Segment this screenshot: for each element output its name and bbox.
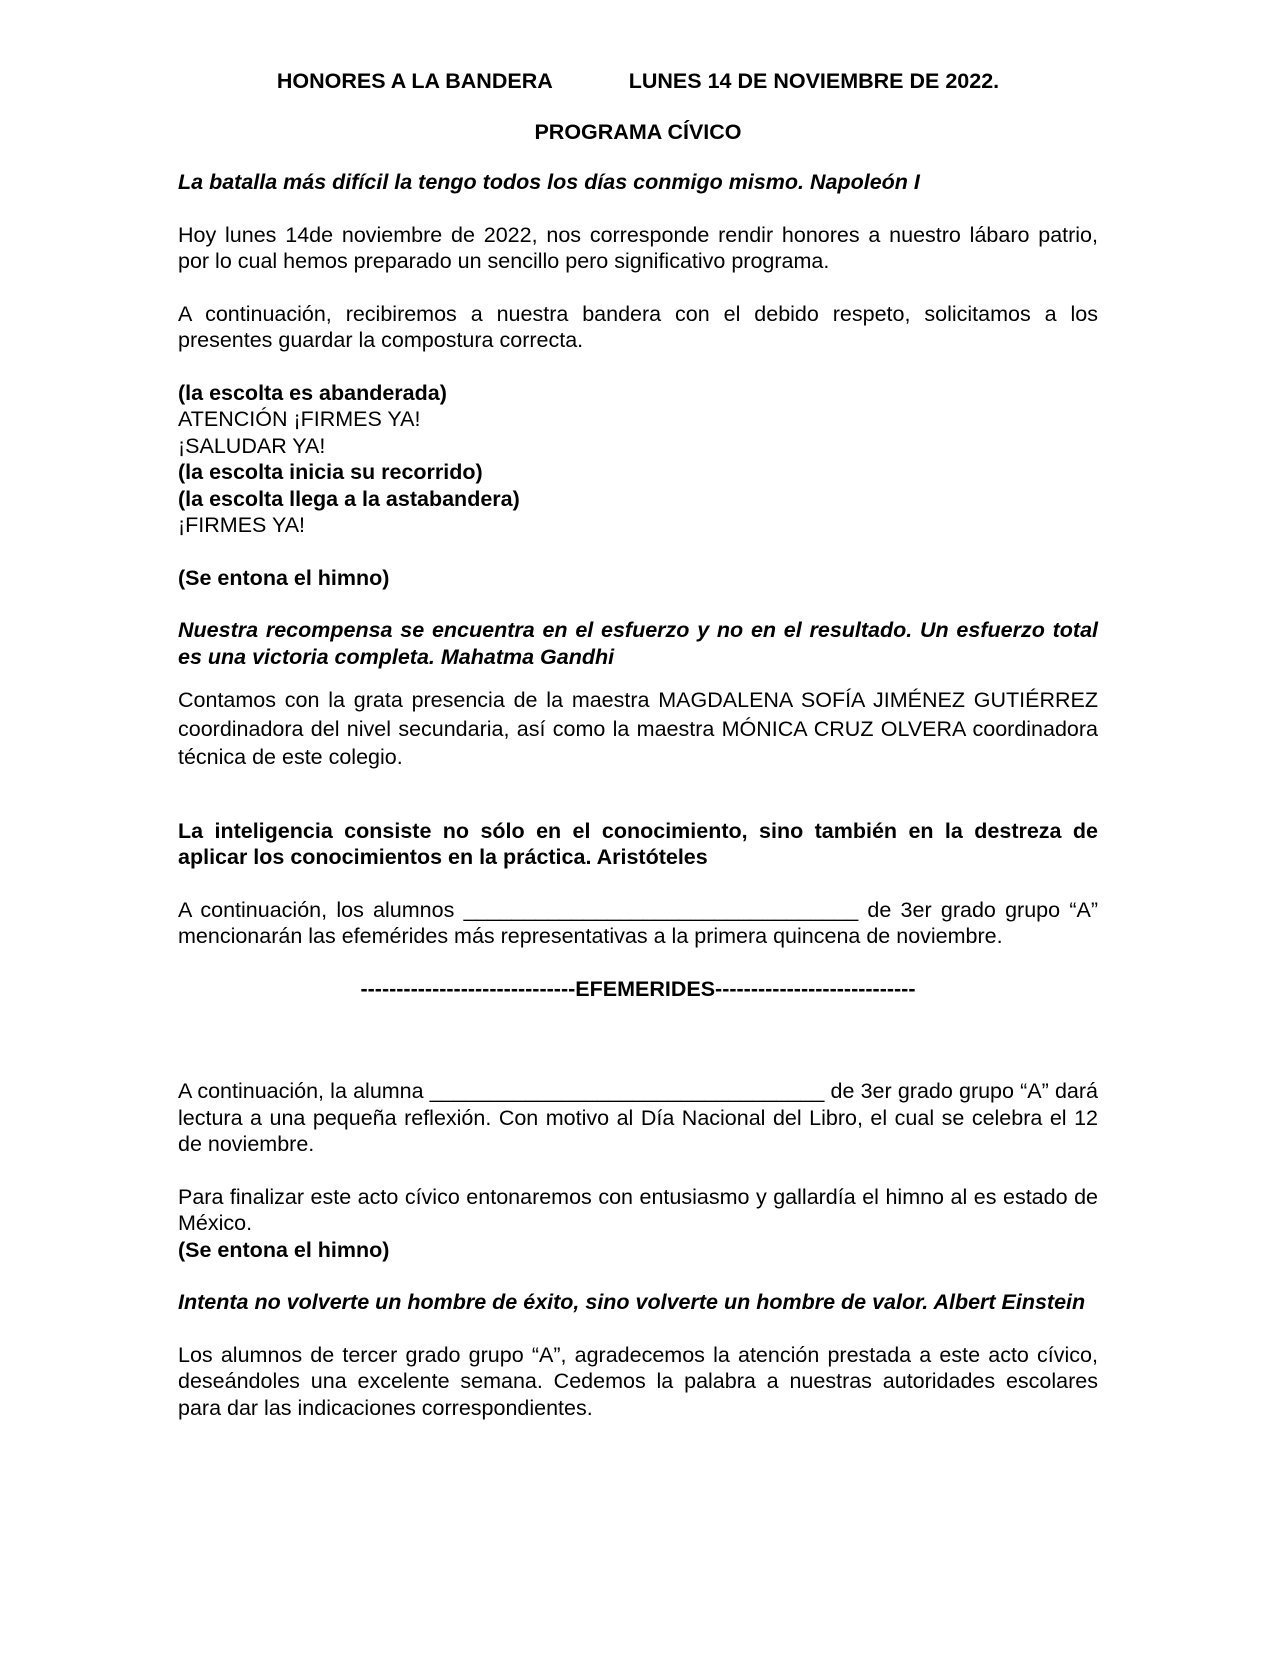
closing-himno-block <box>178 1184 1098 1264</box>
stage-direction-himno: (Se entona el himno) <box>178 1237 390 1262</box>
command-line: ¡SALUDAR YA! <box>178 433 326 458</box>
command-line: ¡FIRMES YA! <box>178 513 306 537</box>
quote-gandhi: Nuestra recompensa se encuentra en el esfuerzo y no en el resultado. Un esfuerzo total es una victoria completa. Mahatma Gandhi <box>178 618 1098 669</box>
paragraph-cierre: Los alumnos de tercer grado grupo “A”, agradecemos la atención prestada a este acto cívico, deseándoles una excelente semana. Cedemos la palabra a nuestras autoridades escolares para dar las indicaciones correspondientes. <box>178 1342 1098 1420</box>
paragraph-intro: Hoy lunes 14de noviembre de 2022, nos corresponde rendir honores a nuestro lábaro patrio, por lo cual hemos preparado un sencillo pero significativo programa. <box>178 222 1098 273</box>
paragraph-reflexion: A continuación, la alumna _________________________________ de 3er grado grupo “A” dará lectura a una pequeña reflexión. Con motivo al Día Nacional del Libro, el cual se celebra el 12 de noviembre. <box>178 1079 1098 1156</box>
paragraph-finalizar: Para finalizar este acto cívico entonaremos con entusiasmo y gallardía el himno al es estado de México. <box>178 1184 1098 1235</box>
quote-einstein: Intenta no volverte un hombre de éxito, sino volverte un hombre de valor. Albert Einstein <box>178 1290 1086 1314</box>
command-line: ATENCIÓN ¡FIRMES YA! <box>178 407 421 431</box>
document-page <box>178 68 1098 1447</box>
header-date: LUNES 14 DE NOVIEMBRE DE 2022. <box>628 69 1000 93</box>
ceremony-commands <box>178 380 1098 539</box>
stage-direction: (la escolta llega a la astabandera) <box>178 486 520 511</box>
paragraph-presencia: Contamos con la grata presencia de la maestra MAGDALENA SOFÍA JIMÉNEZ GUTIÉRREZ coordinadora del nivel secundaria, así como la maestra MÓNICA CRUZ OLVERA coordinadora técnica de este colegio. <box>178 688 1098 769</box>
page-title: PROGRAMA CÍVICO <box>534 119 742 144</box>
header-event: HONORES A LA BANDERA <box>276 69 553 93</box>
stage-direction: (la escolta inicia su recorrido) <box>178 460 483 484</box>
quote-napoleon: La batalla más difícil la tengo todos los días conmigo mismo. Napoleón I <box>178 170 920 194</box>
quote-aristoteles: La inteligencia consiste no sólo en el conocimiento, sino también en la destreza de aplicar los conocimientos en la práctica. Aristóteles <box>178 818 1098 869</box>
stage-direction: (la escolta es abanderada) <box>178 380 447 405</box>
document-header <box>178 68 1098 95</box>
stage-direction-himno: (Se entona el himno) <box>178 565 390 590</box>
paragraph-efemerides: A continuación, los alumnos _________________________________ de 3er grado grupo “A” mencionarán las efemérides más representativas a la primera quincena de noviembre. <box>178 897 1098 948</box>
paragraph-recibir-bandera: A continuación, recibiremos a nuestra bandera con el debido respeto, solicitamos a los presentes guardar la compostura correcta. <box>178 301 1098 352</box>
efemerides-heading: ------------------------------EFEMERIDES---------------------------- <box>360 976 916 1001</box>
